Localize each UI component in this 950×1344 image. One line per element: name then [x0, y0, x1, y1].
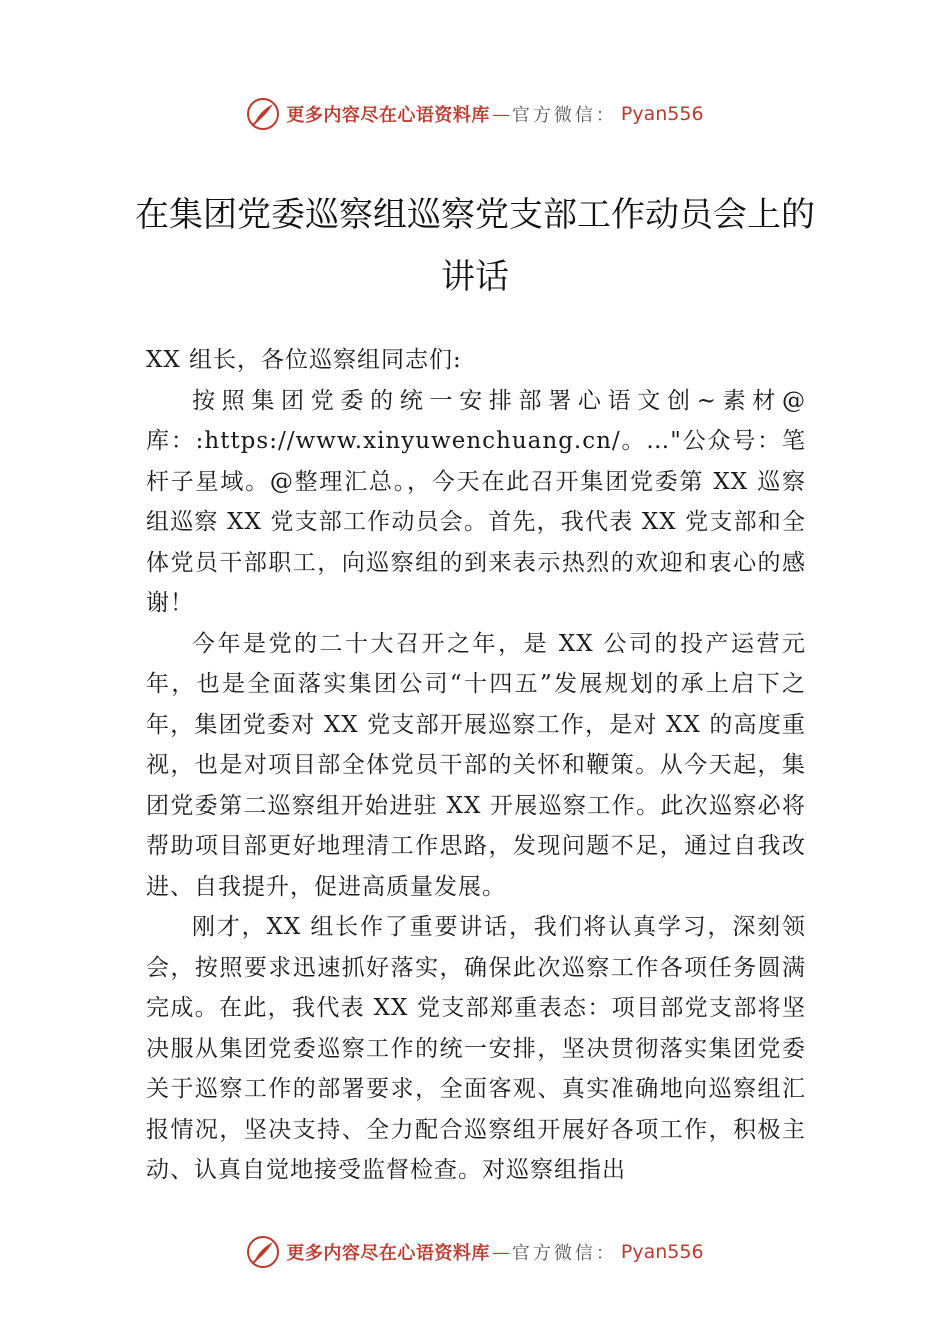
banner-wechat-id: Pyan556 — [620, 103, 704, 125]
paragraph-1: 按照集团党委的统一安排部署心语文创~素材@库：:https://www.xinyuwenchuang.cn/。…"公众号：笔杆子星域。@整理汇总。，今天在此召开集团党委第 XX 巡察组巡察 XX 党支部工作动员会。首先，我代表 XX 党支部和全体党员干部职工，向巡察组的到来表示热烈的欢迎和衷心的感谢！ — [146, 387, 806, 616]
banner-dash: — — [491, 103, 510, 125]
document-body — [146, 340, 806, 1191]
document-title: 在集团党委巡察组巡察党支部工作动员会上的讲话 — [135, 195, 815, 297]
feather-logo-icon — [246, 97, 280, 131]
banner-lead-text: 更多内容尽在心语资料库 — [286, 1243, 490, 1264]
banner-wechat-label: 官方微信： — [511, 105, 617, 126]
paragraph-3: 刚才，XX 组长作了重要讲话，我们将认真学习，深刻领会，按照要求迅速抓好落实，确保此次巡察工作各项任务圆满完成。在此，我代表 XX 党支部郑重表态：项目部党支部将坚决服从集团党委巡察工作的统一安排，坚决贯彻落实集团党委关于巡察工作的部署要求，全面客观、真实准确地向巡察组汇报情况，坚决支持、全力配合巡察组开展好各项工作，积极主动、认真自觉地接受监督检查。对巡察组指出 — [146, 914, 806, 1183]
banner-wechat-label: 官方微信： — [511, 1243, 617, 1264]
banner-dash: — — [491, 1241, 510, 1263]
paragraph-2: 今年是党的二十大召开之年，是 XX 公司的投产运营元年，也是全面落实集团公司“十四五”发展规划的承上启下之年，集团党委对 XX 党支部开展巡察工作，是对 XX 的高度重视，也是对项目部全体党员干部的关怀和鞭策。从今天起，集团党委第二巡察组开始进驻 XX 开展巡察工作。此次巡察必将帮助项目部更好地理清工作思路，发现问题不足，通过自我改进、自我提升，促进高质量发展。 — [146, 630, 806, 900]
header-banner — [0, 94, 950, 134]
banner-lead-text: 更多内容尽在心语资料库 — [286, 105, 490, 126]
footer-banner — [0, 1232, 950, 1272]
banner-wechat-id: Pyan556 — [620, 1241, 704, 1263]
feather-logo-icon — [246, 1235, 280, 1269]
salutation: XX 组长，各位巡察组同志们: — [146, 347, 462, 373]
